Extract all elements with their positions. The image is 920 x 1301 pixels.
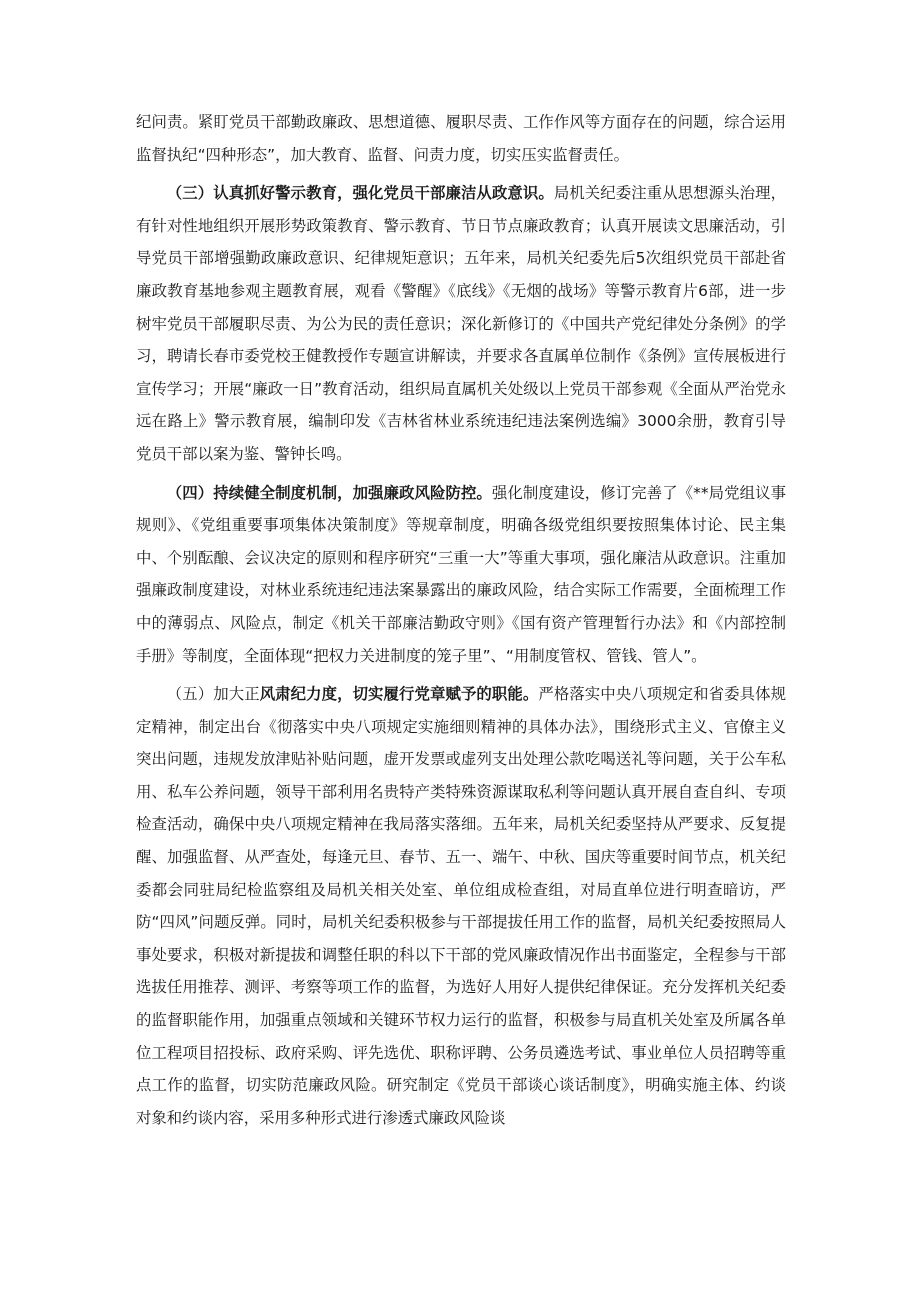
- paragraph-body: 纪问责。紧盯党员干部勤政廉政、思想道德、履职尽责、工作作风等方面存在的问题，综合运用监督执纪“四种形态”，加大教育、监督、问责力度，切实压实监督责任。: [136, 113, 786, 164]
- paragraph-continuation: [136, 106, 786, 171]
- paragraph-body: 强化制度建设，修订完善了《**局党组议事规则》、《党组重要事项集体决策制度》等规章制度，明确各级党组织要按照集体讨论、民主集中、个别酝酿、会议决定的原则和程序研究“三重一大”等重大事项，强化廉洁从政意识。注重加强廉政制度建设，对林业系统违纪违法案暴露出的廉政风险，结合实际工作需要，全面梳理工作中的薄弱点、风险点，制定《机关干部廉洁勤政守则》《国有资产管理暂行办法》和《内部控制手册》等制度，全面体现“把权力关进制度的笼子里”、“用制度管权、管钱、管人”。: [136, 483, 786, 665]
- section-heading: （四）持续健全制度机制，加强廉政风险防控。: [166, 483, 492, 502]
- paragraph-section-3: [136, 177, 786, 470]
- section-heading: 风肃纪力度，切实履行党章赋予的职能。: [259, 685, 539, 704]
- paragraph-body: 局机关纪委注重从思想源头治理，有针对性地组织开展形势政策教育、警示教育、节日节点廉政教育；认真开展读文思廉活动，引导党员干部增强勤政廉政意识、纪律规矩意识；五年来，局机关纪委先后5次组织党员干部赴省廉政教育基地参观主题教育展，观看《警醒》《底线》《无烟的战场》等警示教育片6部，进一步树牢党员干部履职尽责、为公为民的责任意识；深化新修订的《中国共产党纪律处分条例》的学习，聘请长春市委党校王健教授作专题宣讲解读，并要求各直属单位制作《条例》宣传展板进行宣传学习；开展“廉政一日”教育活动，组织局直属机关处级以上党员干部参观《全面从严治党永远在路上》警示教育展，编制印发《吉林省林业系统违纪违法案例选编》3000余册，教育引导党员干部以案为鉴、警钟长鸣。: [136, 184, 786, 463]
- paragraph-body: 严格落实中央八项规定和省委具体规定精神，制定出台《彻落实中央八项规定实施细则精神的具体办法》，围绕形式主义、官僚主义突出问题，违规发放津贴补贴问题，虚开发票或虚列支出处理公款吃喝送礼等问题，关于公车私用、私车公养问题，领导干部利用名贵特产类特殊资源谋取私利等问题认真开展自查自纠、专项检查活动，确保中央八项规定精神在我局落实落细。五年来，局机关纪委坚持从严要求、反复提醒、加强监督、从严查处，每逢元旦、春节、五一、端午、中秋、国庆等重要时间节点，机关纪委都会同驻局纪检监察组及局机关相关处室、单位组成检查组，对局直单位进行明查暗访，严防“四风”问题反弹。同时，局机关纪委积极参与干部提拔任用工作的监督，局机关纪委按照局人事处要求，积极对新提拔和调整任职的科以下干部的党风廉政情况作出书面鉴定，全程参与干部选拔任用推荐、测评、考察等项工作的监督，为选好人用好人提供纪律保证。充分发挥机关纪委的监督职能作用，加强重点领域和关键环节权力运行的监督，积极参与局直机关处室及所属各单位工程项目招投标、政府采购、评先选优、职称评聘、公务员遴选考试、事业单位人员招聘等重点工作的监督，切实防范廉政风险。研究制定《党员干部谈心谈话制度》，明确实施主体、约谈对象和约谈内容，采用多种形式进行渗透式廉政风险谈: [136, 685, 786, 1127]
- paragraph-section-5: [136, 678, 786, 1134]
- section-heading: （三）认真抓好警示教育，强化党员干部廉洁从政意识。: [166, 184, 554, 203]
- paragraph-section-4: [136, 477, 786, 673]
- section-heading-prefix: （五）加大正: [166, 685, 260, 704]
- document-page: [136, 106, 786, 1134]
